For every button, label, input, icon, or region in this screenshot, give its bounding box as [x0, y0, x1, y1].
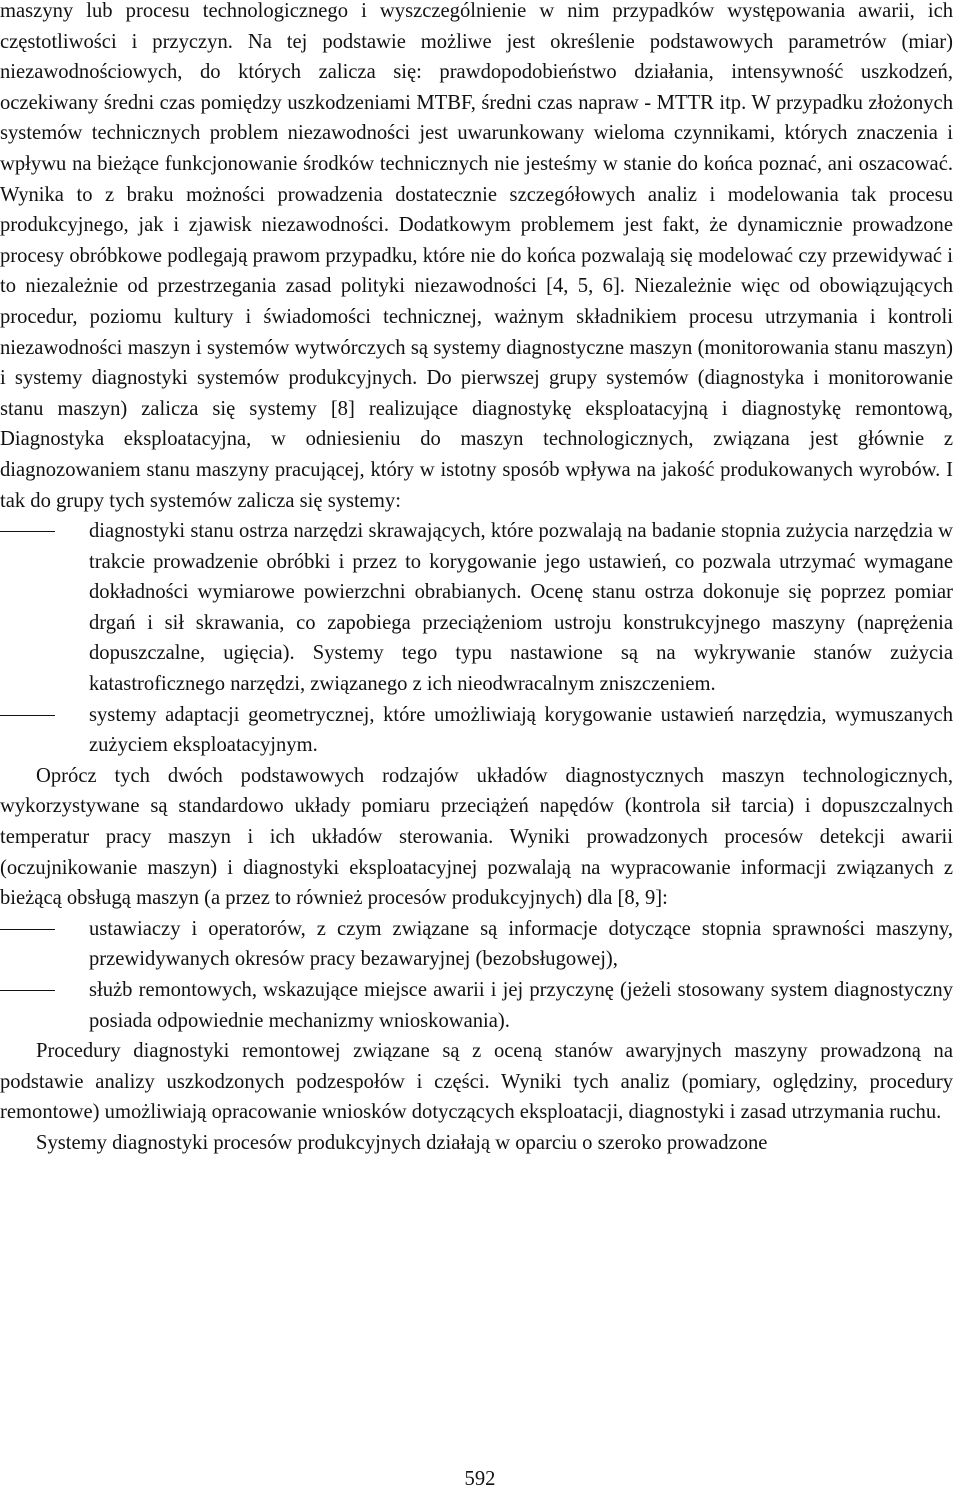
- list-item-text: ustawiaczy i operatorów, z czym związane są informacje dotyczące stopnia sprawności maszyny, przewidywanych okresów pracy bezawaryjnej (bezobsługowej),: [89, 917, 953, 971]
- dash-bullet-icon: [0, 929, 55, 930]
- list-item: [0, 516, 953, 700]
- list-item-text: systemy adaptacji geometrycznej, które umożliwiają korygowanie ustawień narzędzia, wymuszanych zużyciem eksploatacyjnym.: [89, 703, 953, 757]
- dash-bullet-icon: [0, 531, 55, 532]
- dash-bullet-icon: [0, 715, 55, 716]
- list-item-text: służb remontowych, wskazujące miejsce awarii i jej przyczynę (jeżeli stosowany system diagnostyczny posiada odpowiednie mechanizmy wnioskowania).: [89, 979, 953, 1032]
- list-item: [0, 914, 953, 975]
- page-number: 592: [464, 1468, 496, 1490]
- dash-bullet-icon: [0, 990, 55, 991]
- bullet-list-information-recipients: [0, 914, 953, 1036]
- list-item: [0, 975, 953, 1036]
- paragraph-reliability: maszyny lub procesu technologicznego i wyszczególnienie w nim przypadków występowania awarii, ich częstotliwości i przyczyn. Na tej podstawie możliwe jest określenie podstawowych parametrów (miar) niezawodnościowych, do których zalicza się: prawdopodobieństwo działania, intensywność uszkodzeń, oczekiwany średni czas pomiędzy uszkodzeniami MTBF, średni czas napraw - MTTR itp. W przypadku złożonych systemów technicznych problem niezawodności jest uwarunkowany wieloma czynnikami, których znaczenia i wpływu na bieżące funkcjonowanie środków technicznych nie jesteśmy w stanie do końca poznać, ani oszacować. Wynika to z braku możności prowadzenia dostatecznie szczegółowych analiz i modelowania tak procesu produkcyjnego, jak i zjawisk niezawodności. Dodatkowym problemem jest fakt, że dynamicznie prowadzone procesy obróbkowe podlegają prawom przypadku, które nie do końca pozwalają się modelować czy przewidywać i to niezależnie od przestrzegania zasad polityki niezawodności [4, 5, 6]. Niezależnie więc od obowiązujących procedur, poziomu kultury i świadomości technicznej, ważnym składnikiem procesu utrzymania i kontroli niezawodności maszyn i systemów wytwórczych są systemy diagnostyczne maszyn (monitorowania stanu maszyn) i systemy diagnostyki systemów produkcyjnych. Do pierwszej grupy systemów (diagnostyka i monitorowanie stanu maszyn) zalicza się systemy [8] realizujące diagnostykę eksploatacyjną i diagnostykę remontową, Diagnostyka eksploatacyjna, w odniesieniu do maszyn technologicznych, związana jest głównie z diagnozowaniem stanu maszyny pracującej, który w istotny sposób wpływa na jakość produkowanych wyrobów. I tak do grupy tych systemów zalicza się systemy:: [0, 0, 953, 512]
- paragraph-repair-diagnostics: Procedury diagnostyki remontowej związane są z oceną stanów awaryjnych maszyny prowadzoną na podstawie analizy uszkodzonych podzespołów i części. Wyniki tych analiz (pomiary, oględziny, procedury remontowe) umożliwiają opracowanie wniosków dotyczących eksploatacji, diagnostyki i zasad utrzymania ruchu.: [0, 1040, 953, 1124]
- bullet-list-machine-diagnostics: [0, 516, 953, 761]
- paragraph-production-diagnostics: Systemy diagnostyki procesów produkcyjnych działają w oparciu o szeroko prowadzone: [36, 1131, 768, 1154]
- list-item-text: diagnostyki stanu ostrza narzędzi skrawających, które pozwalają na badanie stopnia zużycia narzędzia w trakcie prowadzenie obróbki i przez to korygowanie jego ustawień, co pozwala utrzymać wymagane dokładności wymiarowe powierzchni obrabianych. Ocenę stanu ostrza dokonuje się poprzez pomiar drgań i sił skrawania, co zapobiega przeciążeniom ustroju konstrukcyjnego maszyny (naprężenia dopuszczalne, ugięcia). Systemy tego typu nastawione są na wykrywanie stanów zużycia katastroficznego narzędzi, związanego z ich nieodwracalnym zniszczeniem.: [89, 520, 953, 696]
- list-item: [0, 700, 953, 761]
- paragraph-overload-systems: Oprócz tych dwóch podstawowych rodzajów układów diagnostycznych maszyn technologicznych, wykorzystywane są standardowo układy pomiaru przeciążeń napędów (kontrola sił tarcia) i dopuszczalnych temperatur pracy maszyn i ich układów sterowania. Wyniki prowadzonych procesów detekcji awarii (oczujnikowanie maszyn) i diagnostyki eksploatacyjnej pozwalają na wypracowanie informacji związanych z bieżącą obsługą maszyn (a przez to również procesów produkcyjnych) dla [8, 9]:: [0, 764, 953, 910]
